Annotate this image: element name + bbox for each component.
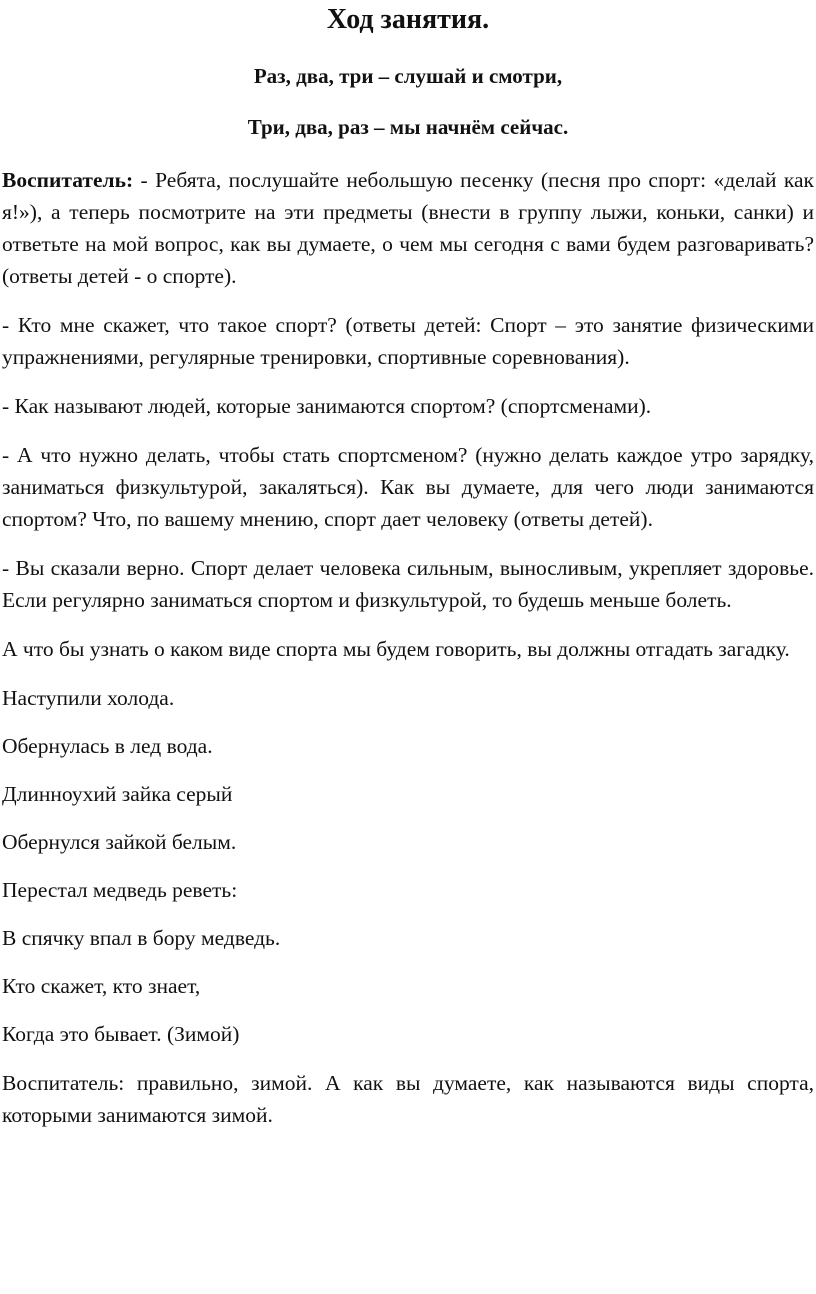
riddle-line: Когда это бывает. (Зимой) — [2, 1022, 240, 1046]
riddle-line: Перестал медведь реветь: — [2, 878, 238, 902]
intro-paragraph — [2, 164, 814, 292]
riddle-line: Длинноухий зайка серый — [2, 782, 233, 806]
paragraph-what-is-sport: - Кто мне скажет, что такое спорт? (ответы детей: Спорт – это занятие физическими упражнениями, регулярные тренировки, спортивные соревнования). — [2, 313, 814, 369]
riddle-line: В спячку впал в бору медведь. — [2, 926, 281, 950]
verse-line-1: Раз, два, три – слушай и смотри, — [253, 64, 563, 88]
riddle-line: Наступили холода. — [2, 686, 175, 710]
riddle-line: Обернулась в лед вода. — [2, 734, 213, 758]
closing-paragraph: Воспитатель: правильно, зимой. А как вы думаете, как называются виды спорта, которыми занимаются зимой. — [2, 1071, 814, 1127]
verse-line-2: Три, два, раз – мы начнём сейчас. — [247, 115, 569, 139]
paragraph-you-are-right: - Вы сказали верно. Спорт делает человека сильным, выносливым, укрепляет здоровье. Если регулярно заниматься спортом и физкультурой, то будешь меньше болеть. — [2, 556, 814, 612]
paragraph-riddle-intro: А что бы узнать о каком виде спорта мы будем говорить, вы должны отгадать загадку. — [2, 637, 790, 661]
speaker-label: Воспитатель: — [2, 168, 134, 192]
document-title: Ход занятия. — [326, 4, 490, 35]
paragraph-how-to-become: - А что нужно делать, чтобы стать спортсменом? (нужно делать каждое утро зарядку, заниматься физкультурой, закаляться). Как вы думаете, для чего люди занимаются спортом? Что, по вашему мнению, спорт дает человеку (ответы детей). — [2, 443, 814, 531]
paragraph-sportsmen: - Как называют людей, которые занимаются спортом? (спортсменами). — [2, 394, 652, 418]
riddle-line: Обернулся зайкой белым. — [2, 830, 237, 854]
intro-text: - Ребята, послушайте небольшую песенку (песня про спорт: «делай как я!»), а теперь посмотрите на эти предметы (внести в группу лыжи, коньки, санки) и ответьте на мой вопрос, как вы думаете, о чем мы сегодня с вами будем разговаривать? (ответы детей - о спорте). — [2, 168, 814, 288]
riddle-line: Кто скажет, кто знает, — [2, 974, 201, 998]
